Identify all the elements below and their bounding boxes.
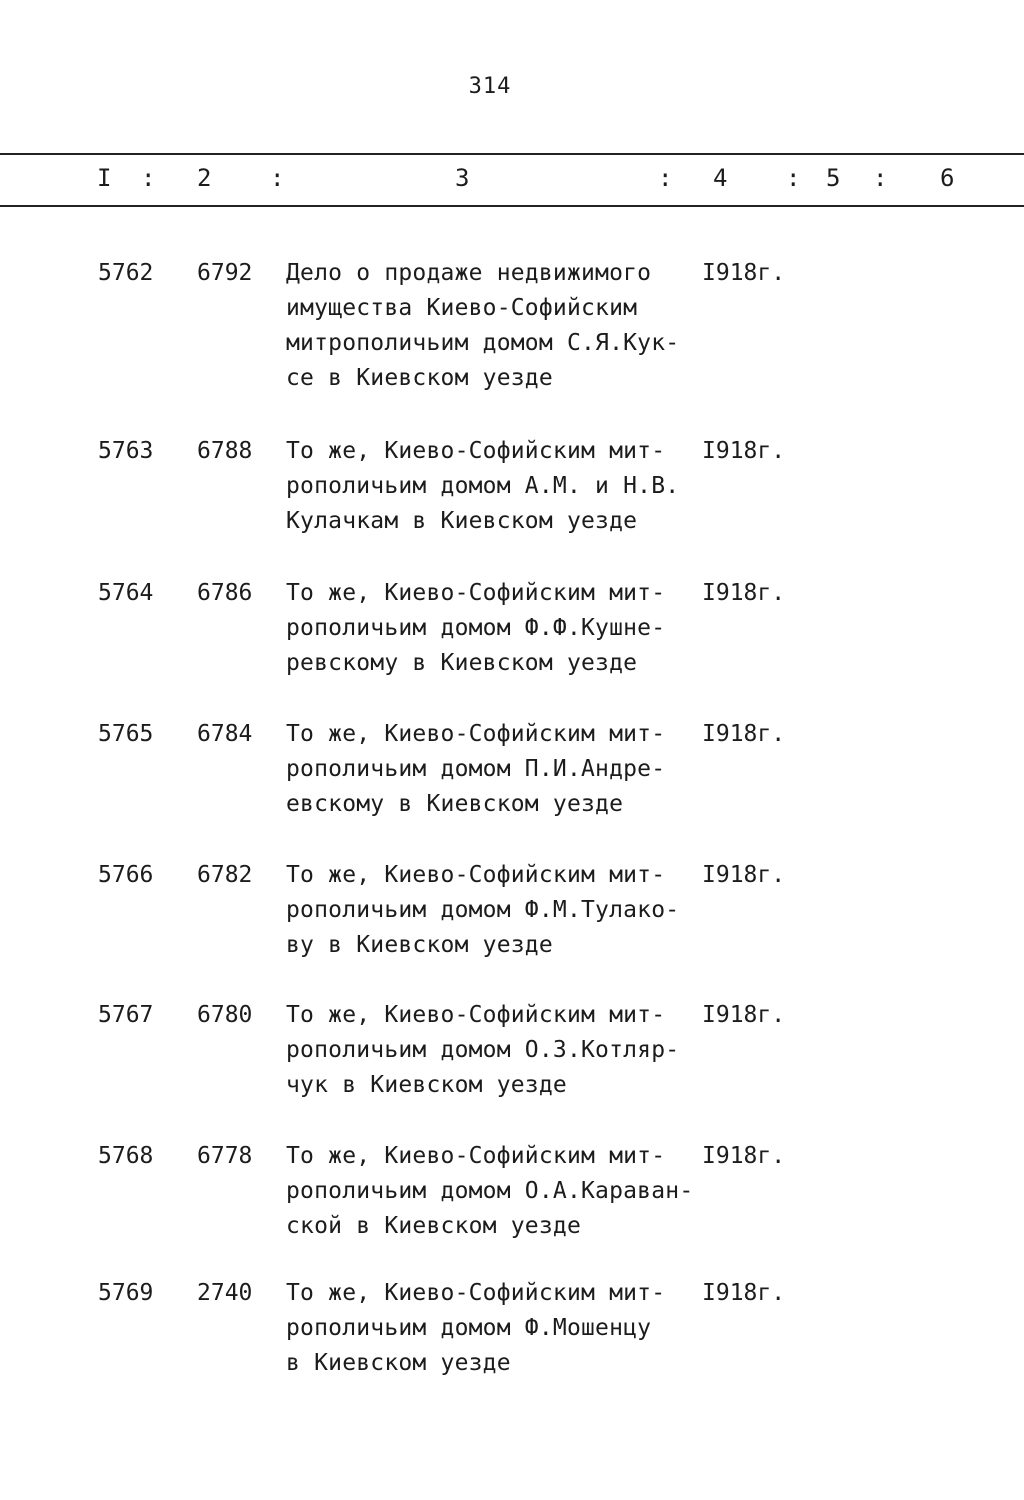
old-number: 6778 [197,1143,253,1169]
entry-number: 5766 [98,862,154,888]
table-row [0,434,1024,564]
table-row [0,256,1024,391]
description-line: митрополичьим домом С.Я.Кук- [286,330,680,356]
description-line: рополичьим домом А.М. и Н.В. [286,473,680,499]
description-line: рополичьим домом П.И.Андре- [286,756,666,782]
description-line: То же, Киево-Софийским мит- [286,862,666,888]
column-separator: : [141,164,156,192]
entry-date: I918г. [702,1280,786,1306]
table-row [0,1276,1024,1406]
old-number: 6792 [197,260,253,286]
table-row [0,576,1024,706]
column-separator: : [786,164,801,192]
entry-description [286,256,679,396]
column-header-2: 2 [197,164,212,192]
column-header-1: I [97,164,112,192]
entry-description [286,717,665,822]
table-row [0,717,1024,847]
description-line: рополичьим домом Ф.М.Тулако- [286,897,680,923]
page-number: 314 [468,74,512,99]
description-line: ской в Киевском уезде [286,1213,581,1239]
description-line: рополичьим домом Ф.Мошенцу [286,1315,652,1341]
entry-date: I918г. [702,438,786,464]
description-line: рополичьим домом Ф.Ф.Кушне- [286,615,666,641]
old-number: 6784 [197,721,253,747]
entry-description [286,858,679,963]
table-row [0,858,1024,988]
entry-description [286,1276,665,1381]
old-number: 6780 [197,1002,253,1028]
entry-number: 5762 [98,260,154,286]
description-line: То же, Киево-Софийским мит- [286,721,666,747]
description-line: То же, Киево-Софийским мит- [286,1002,666,1028]
description-line: имущества Киево-Софийским [286,295,638,321]
description-line: евскому в Киевском уезде [286,791,624,817]
entry-description [286,576,665,681]
description-line: То же, Киево-Софийским мит- [286,580,666,606]
table-row [0,998,1024,1128]
description-line: То же, Киево-Софийским мит- [286,1280,666,1306]
entry-date: I918г. [702,862,786,888]
entry-number: 5764 [98,580,154,606]
description-line: То же, Киево-Софийским мит- [286,1143,666,1169]
entry-date: I918г. [702,580,786,606]
old-number: 2740 [197,1280,253,1306]
column-header-5: 5 [826,164,841,192]
description-line: чук в Киевском уезде [286,1072,567,1098]
description-line: се в Киевском уезде [286,365,553,391]
description-line: То же, Киево-Софийским мит- [286,438,666,464]
entry-number: 5769 [98,1280,154,1306]
description-line: рополичьим домом О.А.Караван- [286,1178,694,1204]
table-header-bottom-rule [0,205,1024,207]
old-number: 6782 [197,862,253,888]
column-header-3: 3 [455,164,470,192]
entry-date: I918г. [702,1002,786,1028]
table-row [0,1139,1024,1269]
entry-date: I918г. [702,260,786,286]
entry-number: 5767 [98,1002,154,1028]
column-header-4: 4 [713,164,728,192]
entry-date: I918г. [702,721,786,747]
column-separator: : [873,164,888,192]
entry-description [286,1139,693,1244]
column-separator: : [658,164,673,192]
column-header-6: 6 [940,164,955,192]
entry-date: I918г. [702,1143,786,1169]
old-number: 6786 [197,580,253,606]
entry-number: 5763 [98,438,154,464]
entry-description [286,434,679,539]
entry-number: 5765 [98,721,154,747]
description-line: Кулачкам в Киевском уезде [286,508,638,534]
entry-number: 5768 [98,1143,154,1169]
table-header-top-rule [0,153,1024,155]
column-separator: : [270,164,285,192]
description-line: в Киевском уезде [286,1350,511,1376]
entry-description [286,998,679,1103]
description-line: рополичьим домом О.З.Котляр- [286,1037,680,1063]
old-number: 6788 [197,438,253,464]
description-line: ревскому в Киевском уезде [286,650,638,676]
description-line: ву в Киевском уезде [286,932,553,958]
description-line: Дело о продаже недвижимого [286,260,652,286]
